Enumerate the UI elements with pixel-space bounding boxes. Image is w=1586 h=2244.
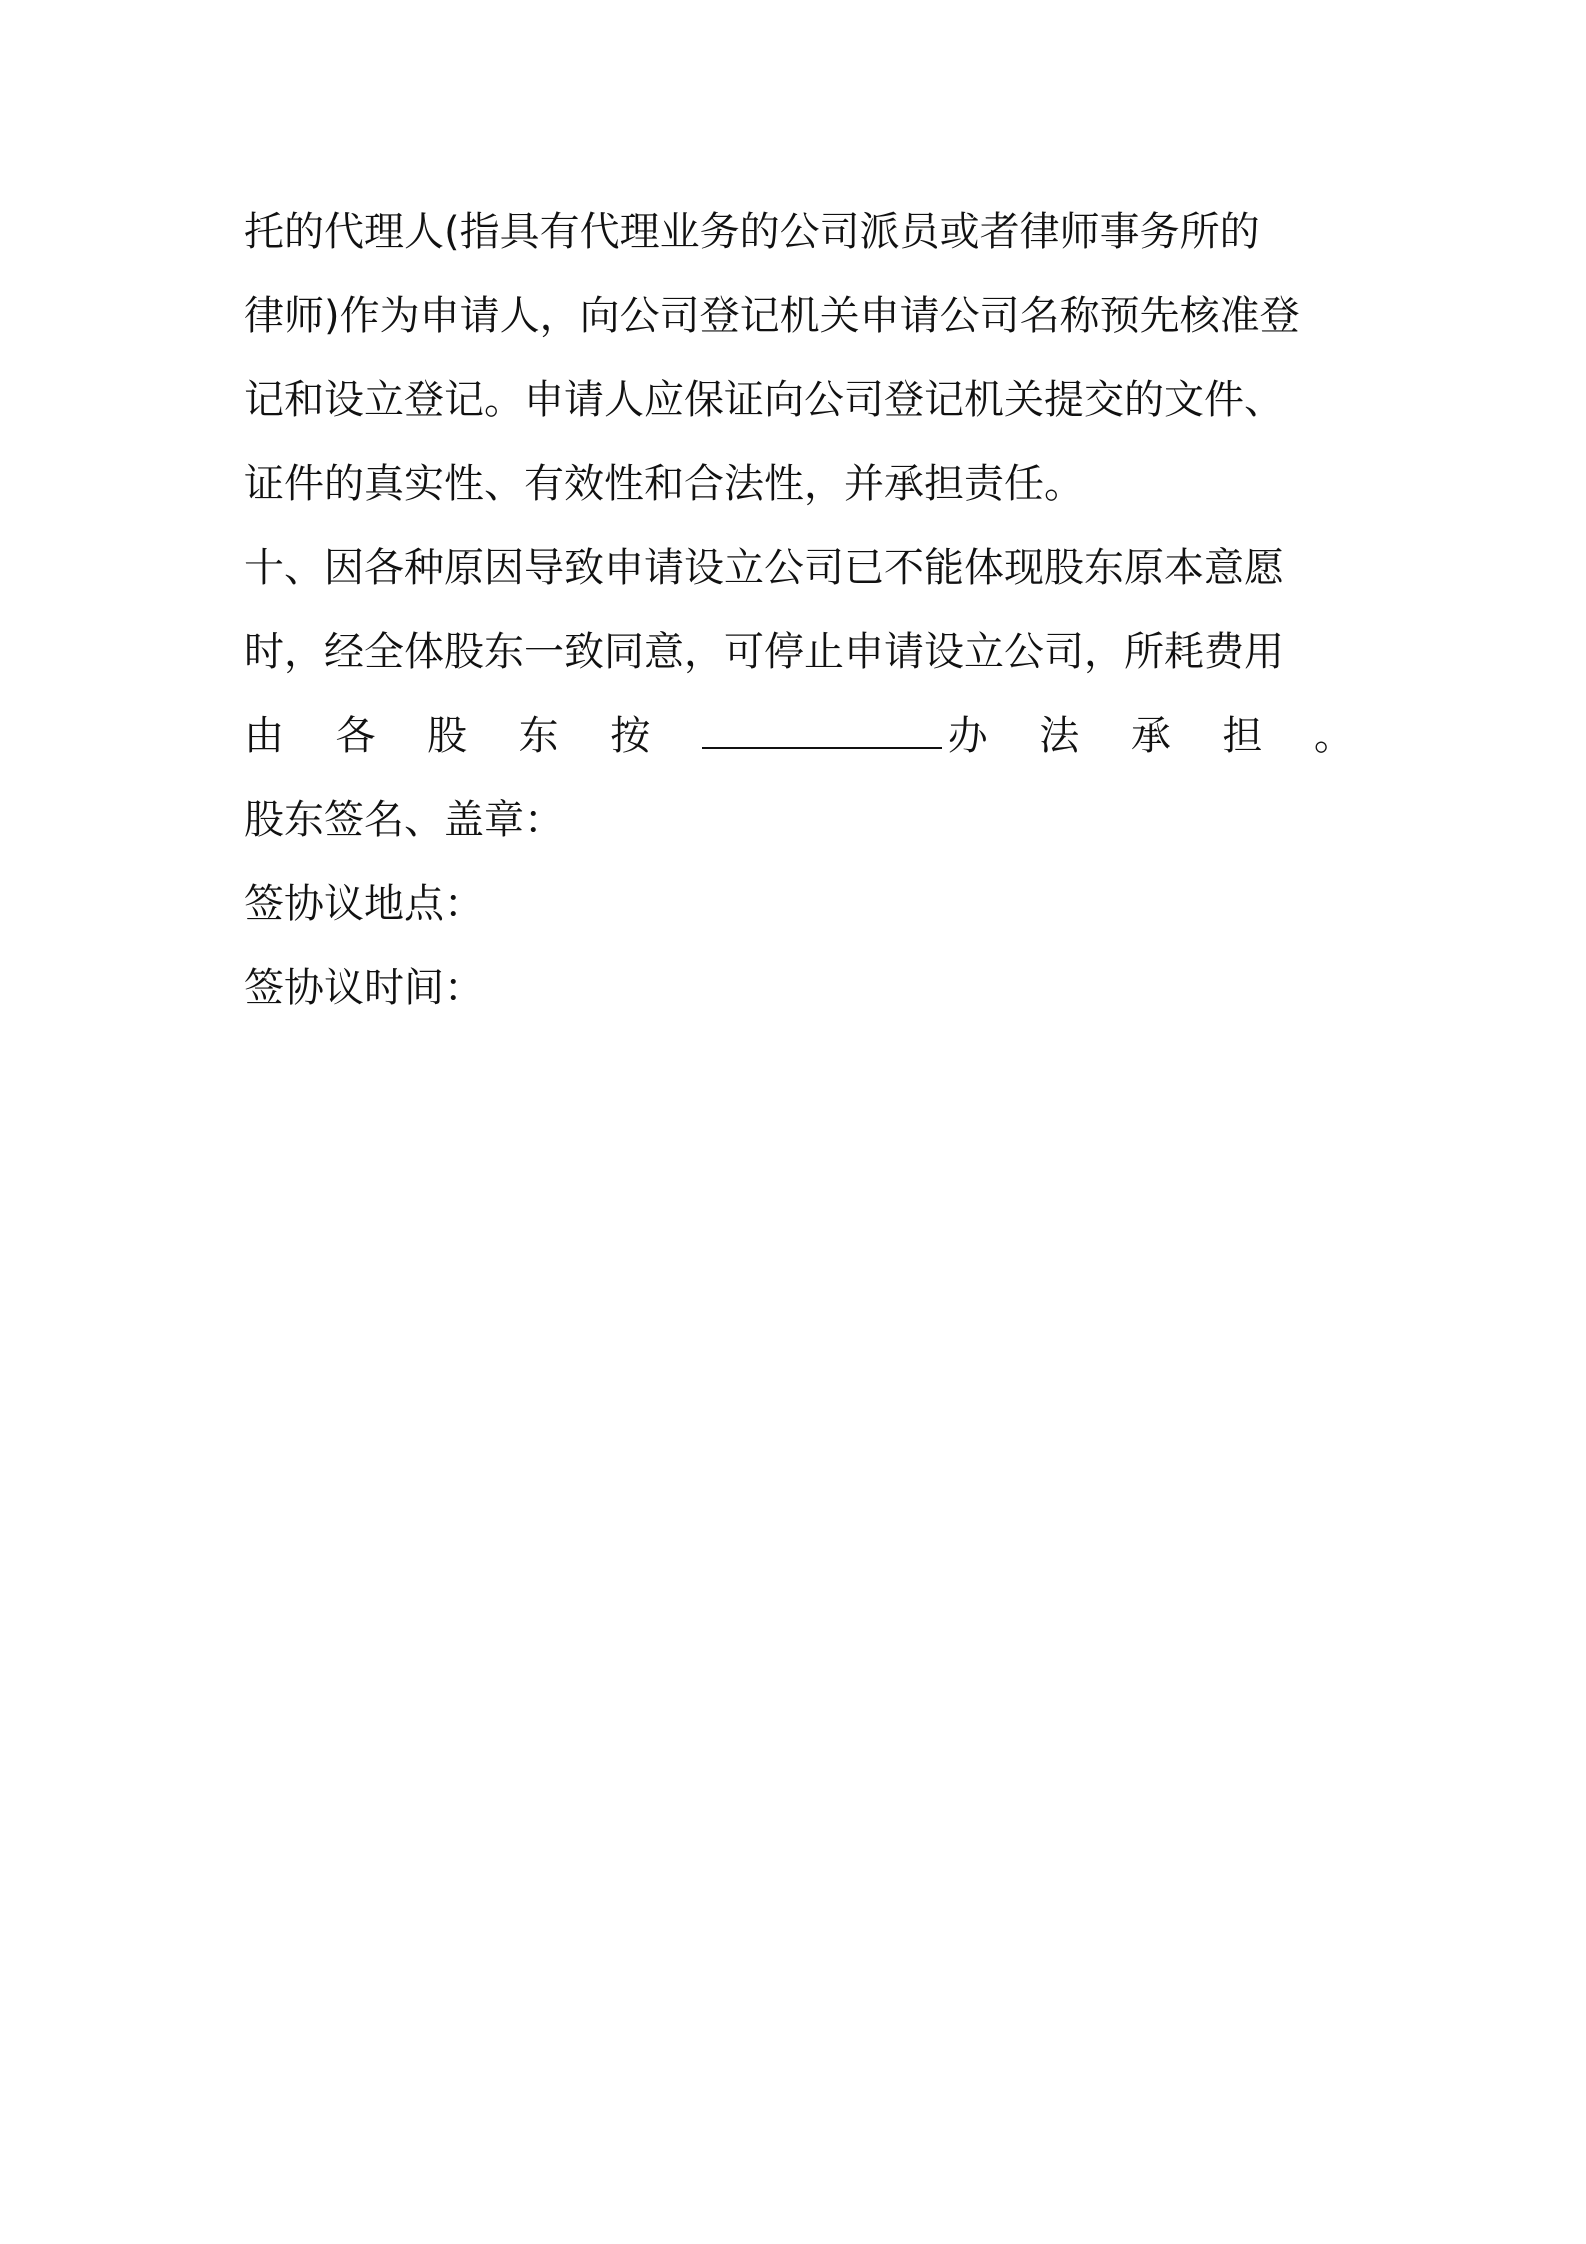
paragraph-line-1: 托的代理人(指具有代理业务的公司派员或者律师事务所的 [244, 209, 1260, 255]
cost-method-blank[interactable] [702, 694, 988, 778]
agreement-text [244, 190, 1354, 1030]
cost-char: 由 [244, 713, 284, 759]
cost-char: 东 [518, 713, 559, 759]
clause-ten-line-1: 十、因各种原因导致申请设立公司已不能体现股东原本意愿 [244, 545, 1284, 591]
signature-label: 股东签名、盖章： [244, 797, 564, 843]
paragraph-line-2: 律师)作为申请人，向公司登记机关申请公司名称预先核准登 [244, 293, 1300, 339]
paragraph-line-3: 记和设立登记。申请人应保证向公司登记机关提交的文件、 [244, 377, 1284, 423]
cost-char: 办 [947, 713, 988, 759]
cost-char: 承 [1130, 713, 1171, 759]
cost-char: 各 [335, 713, 376, 759]
cost-char: 法 [1039, 713, 1080, 759]
agreement-place-label: 签协议地点： [244, 881, 484, 927]
cost-char: 按 [610, 713, 651, 759]
cost-char: 。 [1313, 713, 1354, 759]
cost-char: 股 [427, 713, 468, 759]
cost-char: 担 [1222, 713, 1263, 759]
clause-ten-line-2: 时，经全体股东一致同意，可停止申请设立公司，所耗费用 [244, 629, 1284, 675]
paragraph-line-4: 证件的真实性、有效性和合法性，并承担责任。 [244, 461, 1084, 507]
cost-sharing-line [244, 694, 1354, 778]
agreement-time-label: 签协议时间： [244, 965, 484, 1011]
blank-underline [702, 703, 942, 749]
